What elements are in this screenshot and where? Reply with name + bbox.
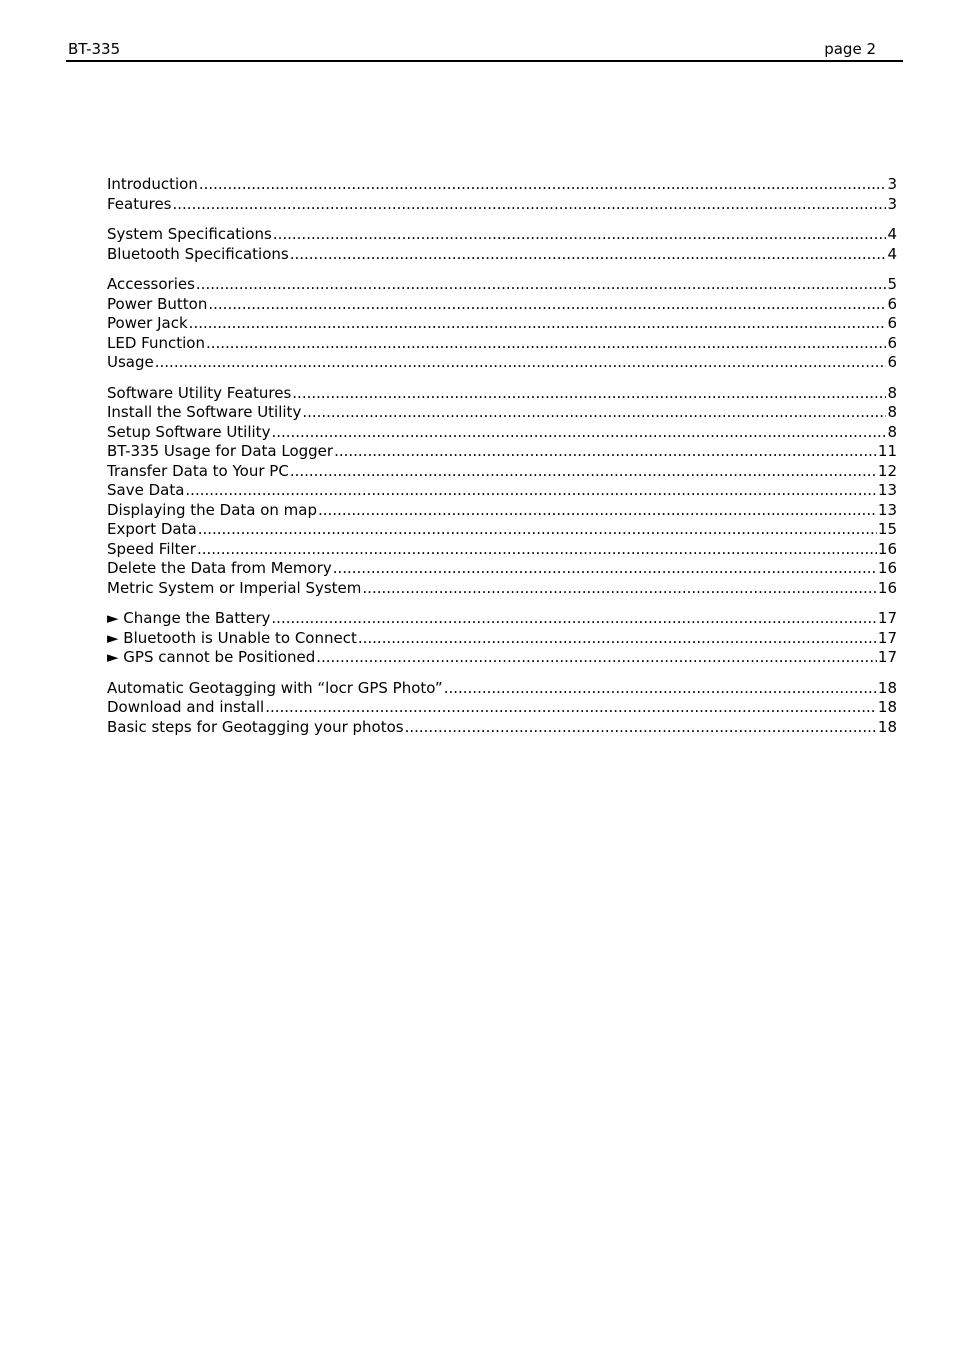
toc-entry-page: 6 <box>887 314 897 332</box>
table-of-contents <box>107 175 897 748</box>
dot-leader <box>318 501 877 521</box>
dot-leader <box>334 442 877 462</box>
toc-entry-page: 3 <box>887 194 897 213</box>
dot-leader <box>271 609 877 629</box>
dot-leader <box>273 225 887 245</box>
dot-leader <box>405 718 877 738</box>
toc-entry[interactable] <box>107 559 897 579</box>
toc-entry[interactable] <box>107 353 897 373</box>
toc-entry-page: 11 <box>877 442 897 460</box>
toc-entry-page: 3 <box>887 175 897 193</box>
toc-entry-page: 18 <box>877 698 897 716</box>
dot-leader <box>271 423 886 443</box>
toc-entry-page: 16 <box>877 539 897 558</box>
toc-entry-page: 16 <box>877 578 897 597</box>
dot-leader <box>265 698 877 718</box>
toc-entry-page: 6 <box>887 333 897 352</box>
toc-entry[interactable] <box>107 718 897 738</box>
toc-entry-label: Automatic Geotagging with “locr GPS Photo” <box>107 678 443 697</box>
dot-leader <box>197 540 877 560</box>
toc-entry-page: 4 <box>887 244 897 263</box>
dot-leader <box>208 295 886 315</box>
dot-leader <box>173 195 887 215</box>
document-title: BT-335 <box>68 40 121 58</box>
toc-entry[interactable] <box>107 175 897 195</box>
dot-leader <box>292 384 886 404</box>
toc-entry[interactable] <box>107 442 897 462</box>
toc-entry-label: Setup Software Utility <box>107 422 271 441</box>
toc-entry-label: System Specifications <box>107 225 272 243</box>
toc-entry[interactable] <box>107 403 897 423</box>
toc-entry-label: Introduction <box>107 175 198 193</box>
toc-entry[interactable] <box>107 225 897 245</box>
toc-entry-page: 8 <box>887 422 897 441</box>
toc-entry-label: Usage <box>107 353 154 371</box>
toc-entry-label: Speed Filter <box>107 539 196 558</box>
toc-entry[interactable] <box>107 314 897 334</box>
dot-leader <box>316 648 877 668</box>
toc-entry-label: Bluetooth Specifications <box>107 244 289 263</box>
toc-entry-label: Power Jack <box>107 314 188 332</box>
toc-entry-page: 16 <box>877 559 897 577</box>
toc-entry[interactable] <box>107 245 897 265</box>
toc-entry-label: Accessories <box>107 275 195 293</box>
toc-entry-page: 4 <box>887 225 897 243</box>
dot-leader <box>333 559 877 579</box>
toc-entry-label: LED Function <box>107 333 205 352</box>
toc-entry[interactable] <box>107 423 897 443</box>
dot-leader <box>362 579 877 599</box>
toc-entry-page: 5 <box>887 275 897 293</box>
toc-entry[interactable] <box>107 462 897 482</box>
toc-entry[interactable] <box>107 384 897 404</box>
toc-entry-label: Power Button <box>107 294 208 313</box>
toc-entry-label: Download and install <box>107 698 265 716</box>
dot-leader <box>302 403 886 423</box>
toc-entry-page: 17 <box>877 609 897 627</box>
toc-entry-label: Features <box>107 194 172 213</box>
toc-entry-label: Displaying the Data on map <box>107 500 317 519</box>
toc-entry[interactable] <box>107 679 897 699</box>
dot-leader <box>290 462 877 482</box>
page-number: page 2 <box>824 40 876 58</box>
toc-entry-page: 12 <box>877 461 897 480</box>
dot-leader <box>155 353 887 373</box>
toc-group-overview <box>107 175 897 214</box>
toc-entry[interactable] <box>107 520 897 540</box>
toc-entry-page: 17 <box>877 628 897 647</box>
toc-entry-label: Transfer Data to Your PC <box>107 461 289 480</box>
toc-entry-label: Save Data <box>107 481 185 499</box>
toc-entry-page: 8 <box>887 403 897 421</box>
toc-entry-page: 18 <box>877 678 897 697</box>
toc-entry-page: 15 <box>877 520 897 538</box>
toc-group-software <box>107 384 897 599</box>
toc-group-troubleshooting <box>107 609 897 668</box>
toc-entry-label: Delete the Data from Memory <box>107 559 332 577</box>
dot-leader <box>198 520 877 540</box>
dot-leader <box>444 679 877 699</box>
dot-leader <box>196 275 887 295</box>
toc-entry-page: 6 <box>887 353 897 371</box>
dot-leader <box>199 175 887 195</box>
dot-leader <box>189 314 887 334</box>
toc-entry[interactable] <box>107 275 897 295</box>
toc-entry[interactable] <box>107 579 897 599</box>
toc-entry[interactable] <box>107 698 897 718</box>
toc-entry-page: 17 <box>877 648 897 666</box>
dot-leader <box>185 481 877 501</box>
toc-entry[interactable] <box>107 295 897 315</box>
toc-entry-page: 13 <box>877 500 897 519</box>
toc-group-geotagging <box>107 679 897 738</box>
toc-entry[interactable] <box>107 629 897 649</box>
dot-leader <box>206 334 886 354</box>
toc-entry[interactable] <box>107 609 897 629</box>
toc-entry[interactable] <box>107 501 897 521</box>
toc-entry-label: ► Bluetooth is Unable to Connect <box>107 628 357 647</box>
toc-entry-page: 8 <box>887 383 897 402</box>
toc-group-hardware <box>107 275 897 373</box>
toc-entry[interactable] <box>107 481 897 501</box>
toc-entry-label: Software Utility Features <box>107 383 292 402</box>
dot-leader <box>290 245 887 265</box>
toc-entry-label: ► Change the Battery <box>107 609 271 627</box>
toc-entry-label: Basic steps for Geotagging your photos <box>107 717 404 736</box>
toc-entry-label: Install the Software Utility <box>107 403 302 421</box>
toc-entry[interactable] <box>107 334 897 354</box>
toc-entry[interactable] <box>107 195 897 215</box>
dot-leader <box>358 629 877 649</box>
toc-entry[interactable] <box>107 540 897 560</box>
toc-group-specifications <box>107 225 897 264</box>
toc-entry-page: 18 <box>877 717 897 736</box>
toc-entry-label: BT-335 Usage for Data Logger <box>107 442 334 460</box>
page-header <box>66 38 903 62</box>
toc-entry-label: ► GPS cannot be Positioned <box>107 648 316 666</box>
toc-entry-page: 13 <box>877 481 897 499</box>
toc-entry-label: Metric System or Imperial System <box>107 578 362 597</box>
toc-entry-page: 6 <box>887 294 897 313</box>
toc-entry[interactable] <box>107 648 897 668</box>
toc-entry-label: Export Data <box>107 520 197 538</box>
